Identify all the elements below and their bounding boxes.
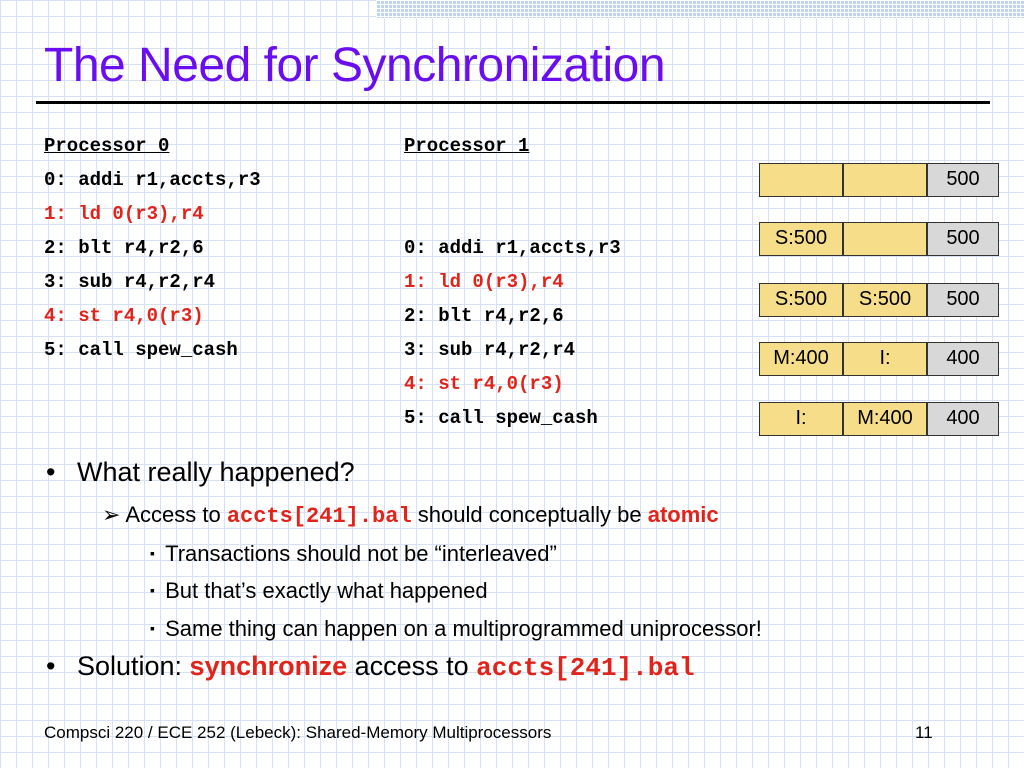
p1-line-1: 1: ld 0(r3),r4 <box>404 271 564 293</box>
code-accts-bal: accts[241].bal <box>226 504 412 529</box>
memory-cell: 400 <box>928 403 998 435</box>
corner-pattern <box>376 0 1024 18</box>
emph-atomic: atomic <box>647 502 719 527</box>
footer-course: Compsci 220 / ECE 252 (Lebeck): Shared-Memory Multiprocessors <box>44 723 552 742</box>
p0-line-1: 1: ld 0(r3),r4 <box>44 203 204 225</box>
bullet-text-pre: Solution: <box>76 651 190 681</box>
cache-state-row <box>759 402 999 436</box>
p0-line-2: 2: blt r4,r2,6 <box>44 237 204 259</box>
cache-state-row <box>759 342 999 376</box>
p1-line-2: 2: blt r4,r2,6 <box>404 305 564 327</box>
processor-1-code <box>404 132 621 438</box>
p0-cache-cell: S:500 <box>760 223 844 255</box>
bullet-text: What really happened? <box>76 457 355 487</box>
square-bullet-icon: ▪ <box>150 545 155 561</box>
sub-bullet-exactly <box>150 578 488 604</box>
sub-bullet-text: Same thing can happen on a multiprogrammed uniprocessor! <box>165 616 762 641</box>
cache-state-row <box>759 163 999 197</box>
p0-cache-cell: I: <box>760 403 844 435</box>
bullet-access-atomic <box>102 502 719 529</box>
memory-cell: 500 <box>928 284 998 316</box>
cache-state-row <box>759 283 999 317</box>
square-bullet-icon: ▪ <box>150 582 155 598</box>
p1-spacer-0 <box>404 166 621 200</box>
p0-line-5: 5: call spew_cash <box>44 339 238 361</box>
memory-cell: 500 <box>928 223 998 255</box>
bullet-text-mid: access to <box>347 651 477 681</box>
arrow-bullet-icon: ➢ <box>102 502 121 527</box>
p1-line-5: 5: call spew_cash <box>404 407 598 429</box>
p1-cache-cell <box>844 223 928 255</box>
processor-0-code <box>44 132 261 370</box>
slide-title: The Need for Synchronization <box>44 39 666 92</box>
sub-bullet-uniprocessor <box>150 616 762 642</box>
p0-line-0: 0: addi r1,accts,r3 <box>44 169 261 191</box>
bullet-text-pre: Access to <box>125 502 227 527</box>
p1-line-0: 0: addi r1,accts,r3 <box>404 237 621 259</box>
code-accts-bal: accts[241].bal <box>476 653 695 683</box>
processor-0-header: Processor 0 <box>44 135 170 157</box>
p0-line-3: 3: sub r4,r2,r4 <box>44 271 216 293</box>
bullet-text-mid: should conceptually be <box>411 502 648 527</box>
sub-bullet-text: Transactions should not be “interleaved” <box>165 541 557 566</box>
p1-cache-cell: I: <box>844 343 928 375</box>
p0-line-4: 4: st r4,0(r3) <box>44 305 204 327</box>
bullet-dot-icon: • <box>46 651 56 681</box>
p1-spacer-1 <box>404 200 621 234</box>
square-bullet-icon: ▪ <box>150 620 155 636</box>
memory-cell: 500 <box>928 164 998 196</box>
p0-cache-cell: S:500 <box>760 284 844 316</box>
p1-line-4: 4: st r4,0(r3) <box>404 373 564 395</box>
bullet-what-happened <box>46 457 355 488</box>
bullet-solution <box>46 651 695 683</box>
memory-cell: 400 <box>928 343 998 375</box>
bullet-dot-icon: • <box>46 457 56 487</box>
p1-cache-cell: M:400 <box>844 403 928 435</box>
p0-cache-cell: M:400 <box>760 343 844 375</box>
footer-page-number: 11 <box>915 723 933 742</box>
p0-cache-cell <box>760 164 844 196</box>
p1-line-3: 3: sub r4,r2,r4 <box>404 339 576 361</box>
p1-cache-cell: S:500 <box>844 284 928 316</box>
emph-synchronize: synchronize <box>189 651 348 681</box>
cache-state-row <box>759 222 999 256</box>
sub-bullet-interleaved <box>150 541 557 567</box>
title-underline <box>36 101 990 104</box>
processor-1-header: Processor 1 <box>404 135 530 157</box>
p1-cache-cell <box>844 164 928 196</box>
sub-bullet-text: But that’s exactly what happened <box>165 578 488 603</box>
